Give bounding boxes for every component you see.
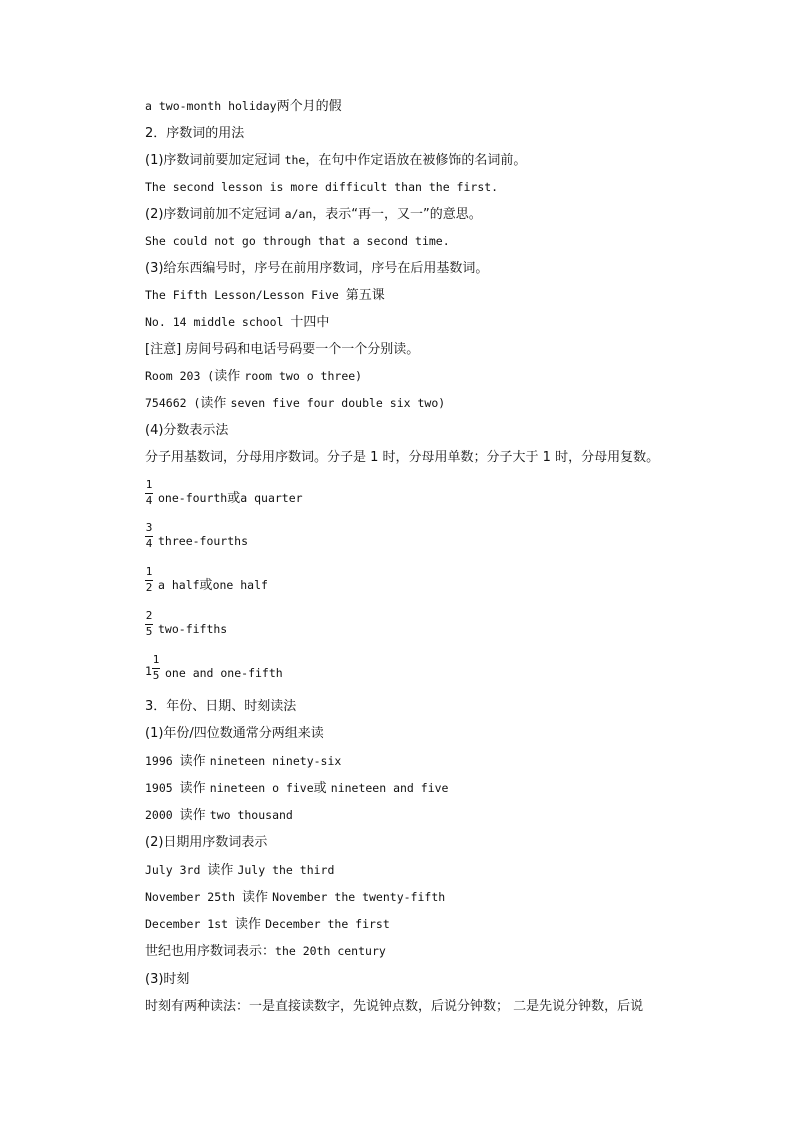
text-line bbox=[145, 124, 244, 143]
text-line bbox=[145, 697, 296, 716]
fraction-denominator: 5 bbox=[145, 625, 153, 638]
text-line bbox=[145, 861, 334, 880]
fraction-denominator: 5 bbox=[152, 669, 160, 682]
text-segment: 十四中 bbox=[290, 315, 330, 330]
text-line bbox=[145, 286, 385, 305]
text-segment: 读作 bbox=[241, 890, 273, 905]
text-segment: room two o three) bbox=[244, 369, 363, 383]
text-segment: The Fifth Lesson/Lesson Five bbox=[145, 288, 346, 302]
text-segment: (1)年份/四位数通常分两组来读 bbox=[145, 726, 324, 741]
text-segment: (1)序数词前要加定冠词 bbox=[145, 153, 285, 168]
fraction-reading bbox=[158, 574, 268, 593]
text-segment: 读作 bbox=[200, 396, 231, 411]
text-segment: two-fifths bbox=[158, 622, 228, 636]
text-line bbox=[145, 178, 498, 196]
text-segment: (3)给东西编号时，序号在前用序数词，序号在后用基数词。 bbox=[145, 261, 489, 276]
text-segment: the 20th century bbox=[275, 944, 386, 958]
text-segment: November the twenty-fifth bbox=[272, 890, 446, 904]
fraction bbox=[152, 654, 166, 684]
text-line bbox=[145, 888, 445, 907]
text-line bbox=[145, 151, 526, 170]
text-segment: nineteen ninety-six bbox=[209, 754, 342, 768]
fraction-numerator: 1 bbox=[152, 653, 160, 666]
text-segment: two thousand bbox=[209, 808, 293, 822]
text-line bbox=[145, 448, 659, 467]
text-segment: nineteen and five bbox=[330, 781, 449, 795]
text-segment: a/an bbox=[284, 207, 313, 221]
text-segment: No. 14 middle school bbox=[145, 315, 291, 329]
fraction-reading bbox=[165, 662, 283, 681]
text-segment: nineteen o five bbox=[209, 781, 314, 795]
text-line bbox=[145, 779, 448, 798]
text-segment: The second lesson is more difficult than the first. bbox=[145, 180, 499, 194]
text-line bbox=[145, 394, 445, 413]
text-segment: November 25th bbox=[145, 890, 242, 904]
text-segment: 世纪也用序数词表示： bbox=[145, 944, 276, 959]
text-segment: 时刻有两种读法：一是直接读数字，先说钟点数，后说分钟数； 二是先说分钟数，后说 bbox=[145, 999, 644, 1014]
text-line bbox=[145, 724, 324, 743]
fraction-reading bbox=[158, 618, 227, 637]
fraction-denominator: 2 bbox=[145, 581, 153, 594]
text-segment: 754662 ( bbox=[145, 396, 201, 410]
text-segment: [注意] 房间号码和电话号码要一个一个分别读。 bbox=[145, 342, 420, 357]
text-segment: ，表示“再一，又一”的意思。 bbox=[312, 207, 482, 222]
text-line bbox=[145, 232, 450, 250]
text-line bbox=[145, 942, 386, 961]
text-segment: ，在句中作定语放在被修饰的名词前。 bbox=[305, 153, 527, 168]
text-segment: 读作 bbox=[214, 369, 245, 384]
text-segment: Room 203 ( bbox=[145, 369, 215, 383]
text-segment: 2．序数词的用法 bbox=[145, 126, 245, 141]
fraction bbox=[145, 610, 159, 640]
text-segment: July the third bbox=[237, 863, 335, 877]
fraction bbox=[145, 522, 159, 552]
text-segment: (2)序数词前加不定冠词 bbox=[145, 207, 285, 222]
text-segment: 读作 bbox=[235, 917, 266, 932]
fraction-denominator: 4 bbox=[145, 537, 153, 550]
text-line bbox=[145, 340, 419, 359]
text-line bbox=[145, 806, 293, 825]
text-segment: a two-month holiday bbox=[145, 99, 277, 113]
text-segment: 两个月的假 bbox=[276, 99, 342, 114]
fraction-numerator: 3 bbox=[145, 521, 153, 534]
text-segment: 读作 bbox=[179, 808, 210, 823]
text-line bbox=[145, 259, 488, 278]
text-line bbox=[145, 915, 390, 934]
text-segment: a half bbox=[158, 578, 200, 592]
text-segment: December 1st bbox=[145, 917, 236, 931]
text-segment: 或 bbox=[199, 578, 213, 593]
text-segment: July 3rd bbox=[145, 863, 208, 877]
text-line bbox=[145, 367, 362, 386]
text-segment: 读作 bbox=[179, 754, 210, 769]
text-segment: a quarter bbox=[240, 491, 303, 505]
text-segment: three-fourths bbox=[158, 534, 249, 548]
text-line bbox=[145, 970, 189, 989]
text-line bbox=[145, 421, 228, 440]
text-line bbox=[145, 97, 342, 116]
text-segment: 读作 bbox=[179, 781, 210, 796]
text-segment: 2000 bbox=[145, 808, 180, 822]
text-segment: 第五课 bbox=[345, 288, 385, 303]
text-segment: 1905 bbox=[145, 781, 180, 795]
fraction-reading bbox=[158, 530, 248, 549]
fraction-numerator: 1 bbox=[145, 565, 153, 578]
text-segment: 读作 bbox=[207, 863, 238, 878]
fraction-reading bbox=[158, 487, 303, 506]
text-segment: December the first bbox=[265, 917, 390, 931]
text-segment: (3)时刻 bbox=[145, 972, 190, 987]
fraction-denominator: 4 bbox=[145, 494, 153, 507]
fraction bbox=[145, 566, 159, 596]
text-segment: the bbox=[284, 153, 306, 167]
text-segment: one-fourth bbox=[158, 491, 228, 505]
fraction-whole: 1 bbox=[145, 664, 152, 678]
fraction-numerator: 2 bbox=[145, 609, 153, 622]
text-segment: seven five four double six two) bbox=[230, 396, 446, 410]
text-line bbox=[145, 997, 643, 1016]
text-segment: 1996 bbox=[145, 754, 180, 768]
text-line bbox=[145, 205, 482, 224]
text-segment: 或 bbox=[313, 781, 331, 796]
text-segment: 分子用基数词，分母用序数词。分子是 1 时，分母用单数；分子大于 1 时，分母用复数。 bbox=[145, 450, 660, 465]
text-segment: 或 bbox=[227, 491, 241, 506]
text-segment: 3．年份、日期、时刻读法 bbox=[145, 699, 297, 714]
text-segment: one and one-fifth bbox=[165, 666, 283, 680]
text-line bbox=[145, 833, 267, 852]
fraction bbox=[145, 479, 159, 509]
text-segment: (2)日期用序数词表示 bbox=[145, 835, 268, 850]
text-segment: one half bbox=[212, 578, 268, 592]
text-line bbox=[145, 752, 341, 771]
text-segment: She could not go through that a second time. bbox=[145, 234, 450, 248]
fraction-numerator: 1 bbox=[145, 478, 153, 491]
text-line bbox=[145, 313, 329, 332]
text-segment: (4)分数表示法 bbox=[145, 423, 229, 438]
